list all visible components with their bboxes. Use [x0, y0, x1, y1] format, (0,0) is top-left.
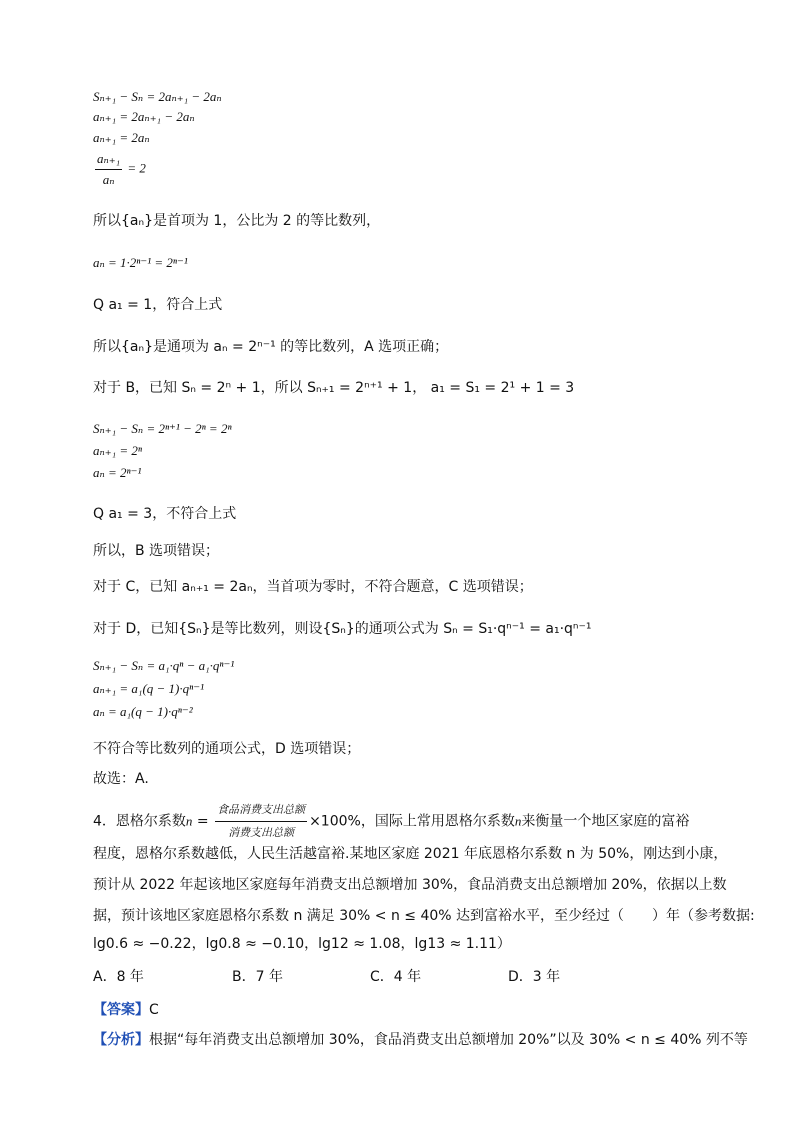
equals-sign: =	[192, 813, 214, 830]
question-4-after-fraction: ×100%，国际上常用恩格尔系数	[309, 813, 515, 830]
question-4-line5: lg0.6 ≈ −0.22，lg0.8 ≈ −0.10，lg12 ≈ 1.08，lg13 ≈ 1.11）	[93, 936, 511, 952]
question-4-line1	[93, 800, 689, 843]
option-d-eq2: aₙ₊₁ = a₁(q − 1)·qⁿ⁻¹	[93, 681, 204, 696]
question-4-after-n: 来衡量一个地区家庭的富裕	[521, 813, 690, 830]
engel-fraction	[215, 800, 307, 843]
ratio-fraction	[95, 150, 122, 189]
ratio-denominator: aₙ	[102, 172, 115, 187]
general-term: aₙ = 1·2ⁿ⁻¹ = 2ⁿ⁻¹	[93, 255, 188, 270]
conclusion-a: 所以{aₙ}是通项为 aₙ = 2ⁿ⁻¹ 的等比数列，A 选项正确；	[93, 339, 449, 355]
final-choice: 故选：A.	[93, 771, 149, 787]
ratio-numerator: aₙ₊₁	[95, 150, 122, 170]
eq-an1-double: aₙ₊₁ = 2aₙ	[93, 130, 150, 145]
check-a1: Q a₁ = 1，符合上式	[93, 297, 223, 313]
answer-tag: 【答案】	[93, 1002, 149, 1018]
option-c-text: 对于 C，已知 aₙ₊₁ = 2aₙ，当首项为零时，不符合题意，C 选项错误；	[93, 579, 533, 595]
option-b-eq1: Sₙ₊₁ − Sₙ = 2ⁿ⁺¹ − 2ⁿ = 2ⁿ	[93, 421, 232, 436]
question-4-line2: 程度，恩格尔系数越低，人民生活越富裕.某地区家庭 2021 年底恩格尔系数 n 为 50%，刚达到小康，	[93, 846, 728, 862]
engel-numerator: 食品消费支出总额	[215, 800, 307, 822]
option-d[interactable]: D．3 年	[508, 969, 561, 985]
option-b-eq2: aₙ₊₁ = 2ⁿ	[93, 443, 143, 458]
n-symbol-2: n	[514, 813, 522, 829]
option-b[interactable]: B．7 年	[232, 969, 283, 985]
eq-sn-diff: Sₙ₊₁ − Sₙ = 2aₙ₊₁ − 2aₙ	[93, 89, 222, 104]
option-a[interactable]: A．8 年	[93, 969, 144, 985]
option-b-intro: 对于 B，已知 Sₙ = 2ⁿ + 1，所以 Sₙ₊₁ = 2ⁿ⁺¹ + 1， a₁ = S₁ = 2¹ + 1 = 3	[93, 380, 575, 396]
geometric-statement: 所以{aₙ}是首项为 1，公比为 2 的等比数列，	[93, 213, 381, 229]
option-d-eq3: aₙ = a₁(q − 1)·qⁿ⁻²	[93, 704, 193, 719]
ratio-rhs: = 2	[127, 160, 146, 176]
option-b-conclusion: 所以，B 选项错误；	[93, 543, 220, 559]
option-d-eq1: Sₙ₊₁ − Sₙ = a₁·qⁿ − a₁·qⁿ⁻¹	[93, 658, 235, 673]
analysis-text: 根据“每年消费支出总额增加 30%，食品消费支出总额增加 20%”以及 30% < n ≤ 40% 列不等	[149, 1032, 748, 1048]
engel-denominator: 消费支出总额	[228, 826, 295, 839]
analysis-tag: 【分析】	[93, 1032, 149, 1048]
option-d-conclusion: 不符合等比数列的通项公式，D 选项错误；	[93, 741, 361, 757]
answer-line	[93, 1000, 159, 1020]
option-b-check: Q a₁ = 3，不符合上式	[93, 506, 237, 522]
question-4-line4: 据，预计该地区家庭恩格尔系数 n 满足 30% < n ≤ 40% 达到富裕水平，至少经过（ ）年（参考数据:	[93, 908, 755, 924]
option-b-eq3: aₙ = 2ⁿ⁻¹	[93, 465, 142, 480]
analysis-line	[93, 1030, 748, 1050]
option-c[interactable]: C．4 年	[370, 969, 422, 985]
question-4-prefix: 4．恩格尔系数	[93, 813, 186, 830]
n-symbol: n	[185, 813, 193, 829]
eq-an1-expand: aₙ₊₁ = 2aₙ₊₁ − 2aₙ	[93, 109, 195, 124]
question-4-line3: 预计从 2022 年起该地区家庭每年消费支出总额增加 30%，食品消费支出总额增加 20%，依据以上数	[93, 877, 727, 893]
answer-value: C	[149, 1002, 159, 1018]
option-d-intro: 对于 D，已知{Sₙ}是等比数列，则设{Sₙ}的通项公式为 Sₙ = S₁·qⁿ⁻¹ = a₁·qⁿ⁻¹	[93, 621, 592, 637]
eq-ratio	[93, 150, 146, 189]
